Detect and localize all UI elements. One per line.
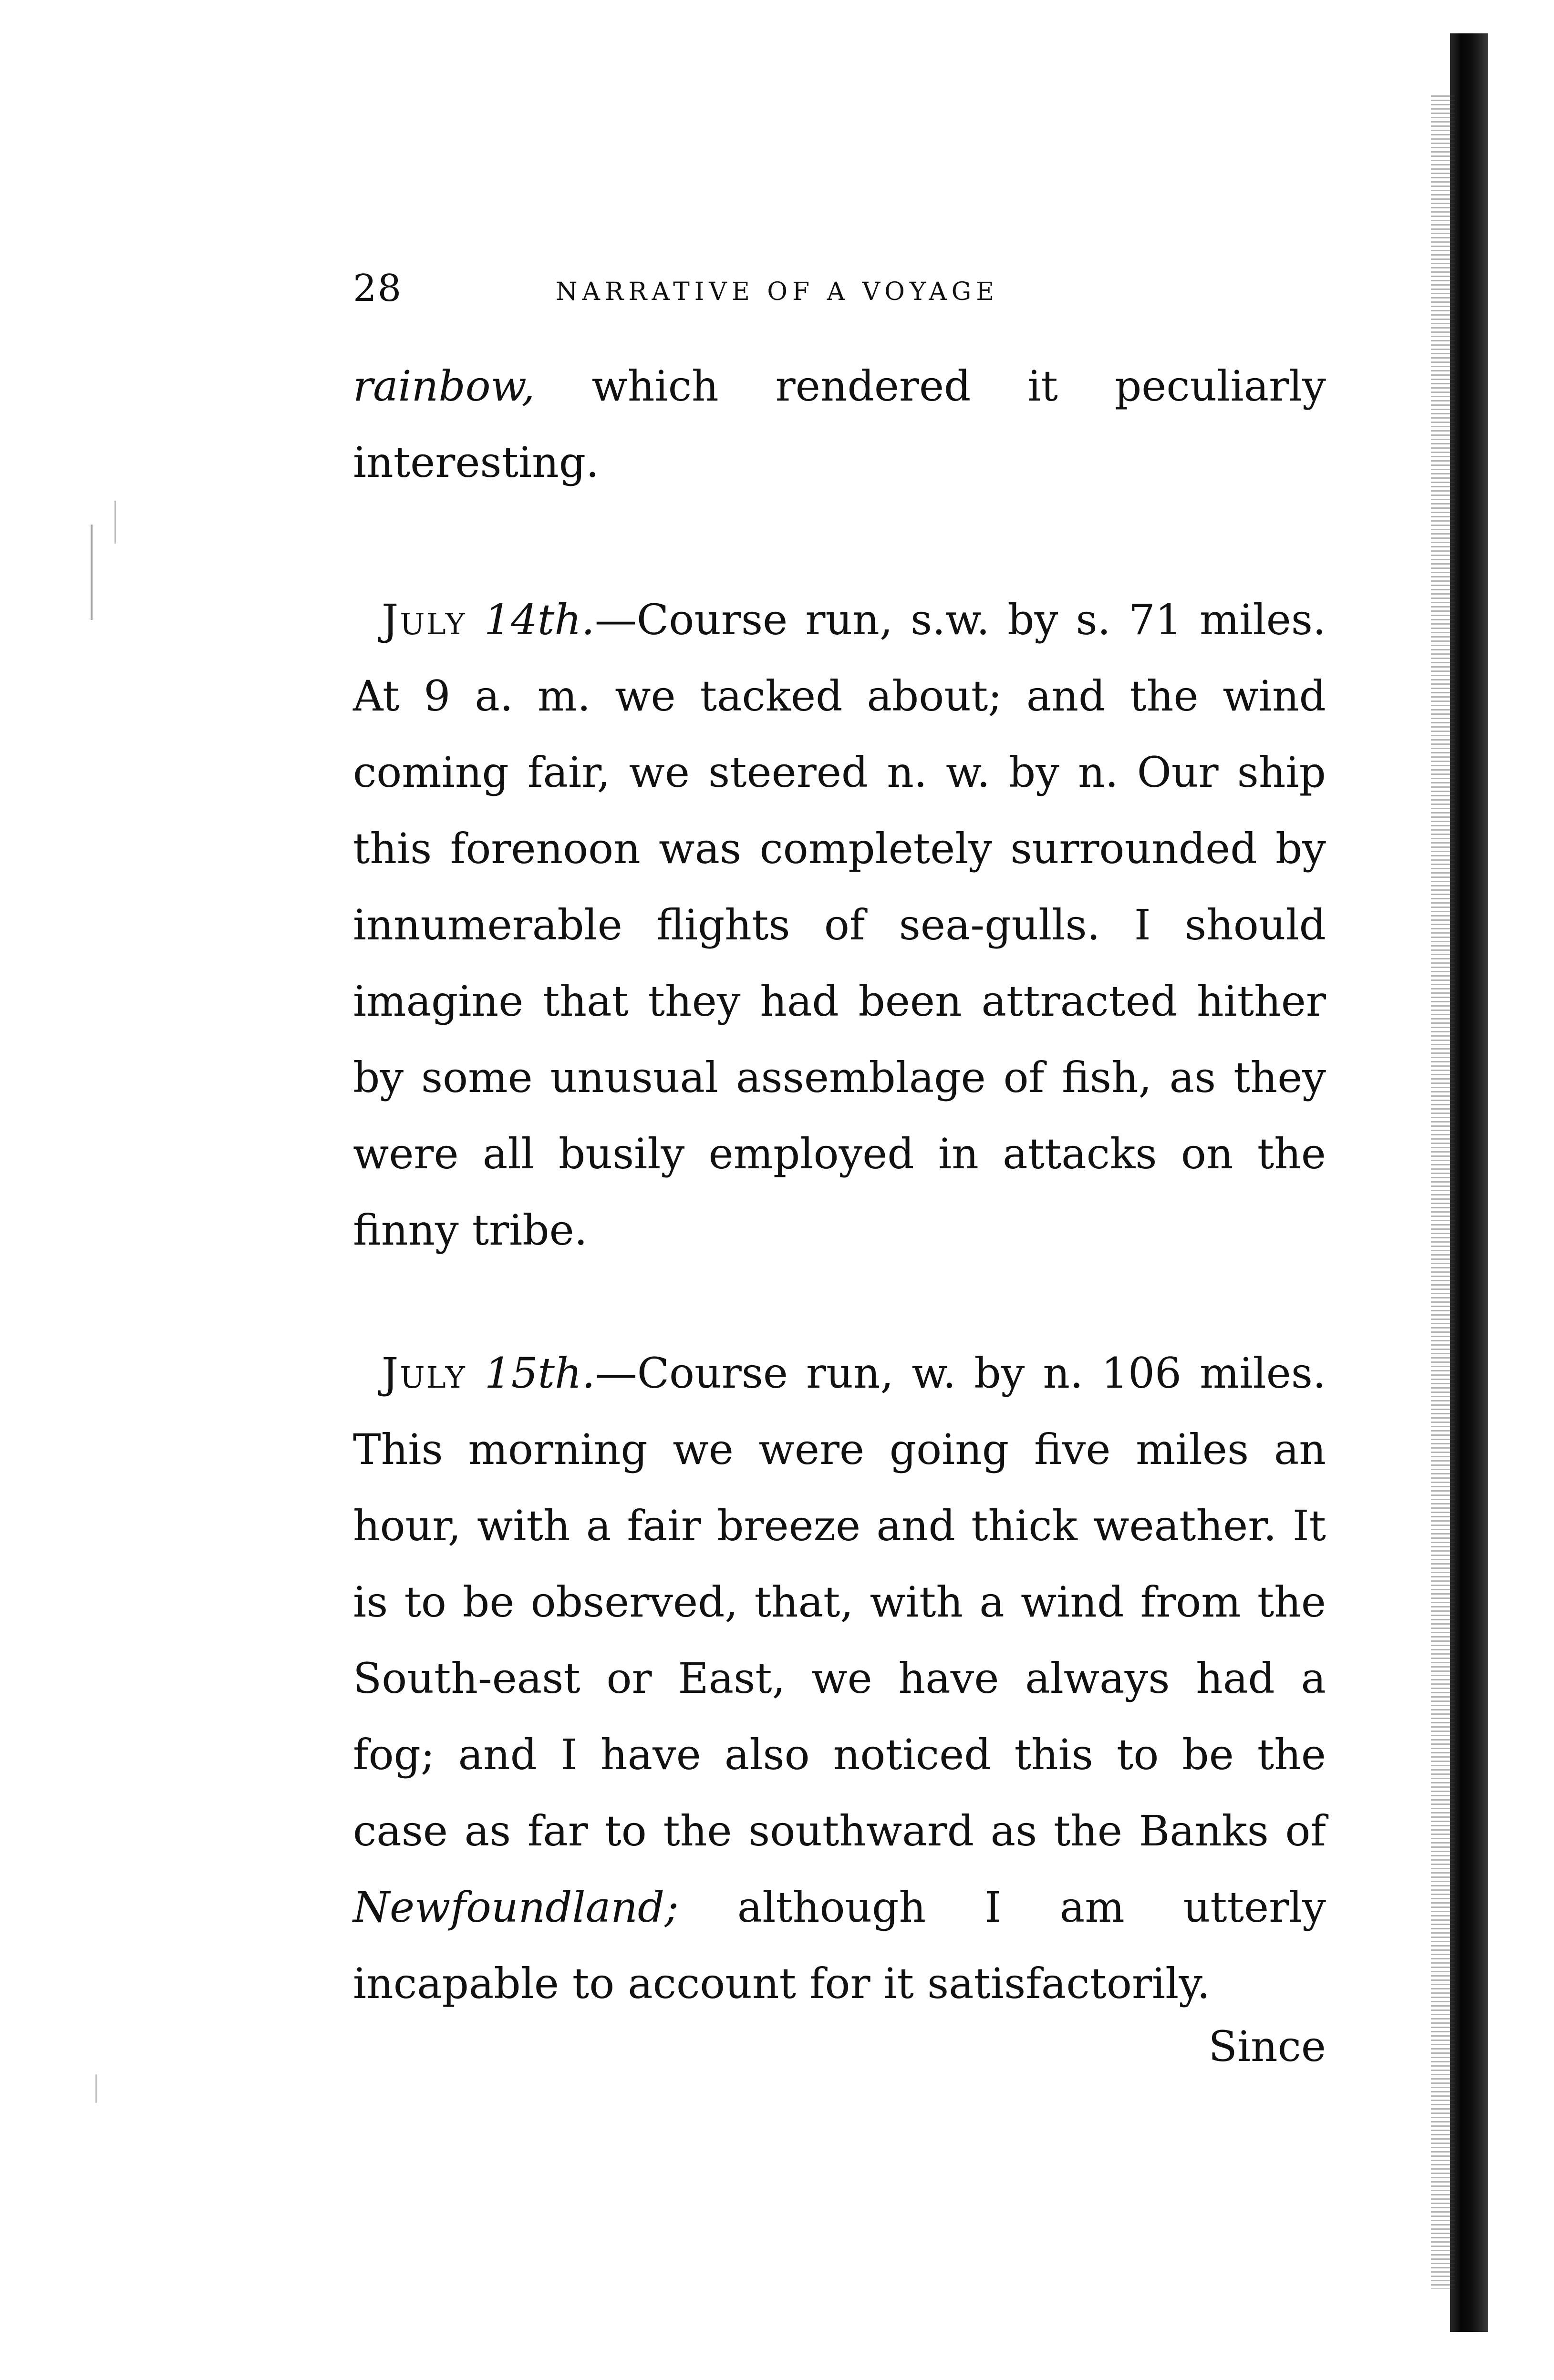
entry-july-15 xyxy=(353,1335,1326,2022)
running-head: NARRATIVE OF A VOYAGE xyxy=(556,278,999,306)
binding-shadow xyxy=(1431,95,1455,2289)
paragraph-2-text: —Course run, s.w. by s. 71 miles. At 9 a. m. we tacked about; and the wind coming fair, we steered n. w. by n. Our ship this forenoon was completely surrounded by innumerable flights of sea-gulls. I should imagine that they had been attracted hither by some unusual assemblage of fish, as they were all busily employed in attacks on the finny tribe. xyxy=(353,595,1326,1255)
paragraph-3-text-b: although I am utterly incapable to account for it satisfactorily. xyxy=(353,1883,1326,2008)
entry-july-14 xyxy=(353,582,1326,1268)
entry-day: 14th. xyxy=(484,595,595,644)
catchword: Since xyxy=(1208,2022,1326,2071)
paragraph-1 xyxy=(353,348,1326,501)
entry-month: July xyxy=(382,1349,466,1398)
margin-mark xyxy=(91,525,93,620)
italic-place: Newfoundland; xyxy=(353,1883,679,1932)
margin-mark xyxy=(114,501,116,544)
margin-mark xyxy=(95,2074,97,2103)
binding-edge xyxy=(1450,33,1488,2332)
paragraph-2 xyxy=(353,582,1326,1268)
italic-word: rainbow, xyxy=(353,361,535,411)
page-header xyxy=(353,267,1326,310)
entry-day: 15th. xyxy=(484,1349,595,1398)
page-number: 28 xyxy=(353,267,403,310)
paragraph-continuation xyxy=(353,348,1326,501)
entry-month: July xyxy=(382,595,466,644)
paragraph-3 xyxy=(353,1335,1326,2022)
paragraph-3-text-a: —Course run, w. by n. 106 miles. This morning we were going five miles an hour, with a fair breeze and thick weather. It is to be observed, that, with a wind from the South-east or East, we have always had a fog; and I have also noticed this to be the case as far to the southward as the Banks of xyxy=(353,1349,1326,1855)
paragraph-1-text: which rendered it peculiarly interesting. xyxy=(353,361,1326,487)
